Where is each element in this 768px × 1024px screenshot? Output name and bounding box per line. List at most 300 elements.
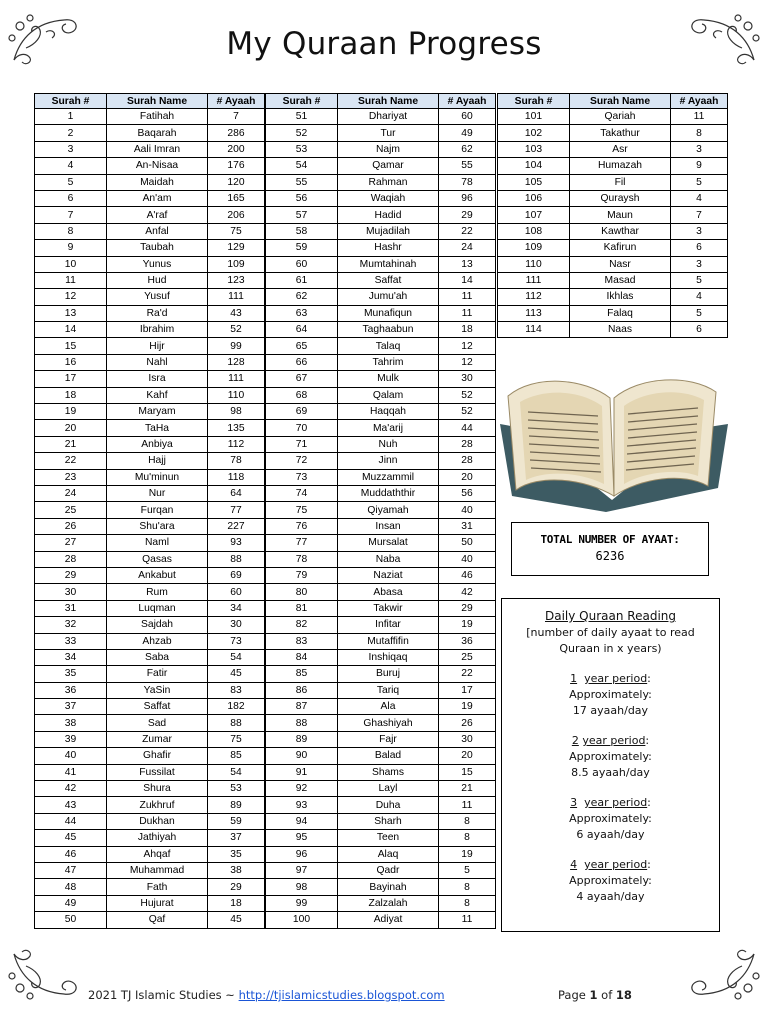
ayaah-count: 50 (439, 535, 496, 551)
ayaah-count: 42 (439, 584, 496, 600)
surah-name: Takathur (570, 125, 671, 141)
ayaah-count: 75 (208, 223, 265, 239)
surah-name: Isra (107, 371, 208, 387)
ayaah-count: 6 (671, 240, 728, 256)
surah-number: 44 (35, 813, 107, 829)
table-row (266, 912, 496, 928)
surah-number: 31 (35, 600, 107, 616)
table-row (35, 846, 265, 862)
table-header (35, 94, 265, 109)
ayaah-count: 128 (208, 354, 265, 370)
surah-number: 4 (35, 158, 107, 174)
surah-name: Ikhlas (570, 289, 671, 305)
ayaah-count: 30 (439, 731, 496, 747)
table-row (266, 174, 496, 190)
ayaah-count: 55 (439, 158, 496, 174)
ayaah-count: 3 (671, 223, 728, 239)
ayaah-count: 20 (439, 469, 496, 485)
surah-number: 73 (266, 469, 338, 485)
surah-name: Mu'minun (107, 469, 208, 485)
ayaah-count: 11 (439, 797, 496, 813)
header-ayaah: # Ayaah (208, 94, 265, 109)
bottom-right-ornament (682, 944, 762, 1006)
table-row (35, 387, 265, 403)
table-row (35, 682, 265, 698)
daily-reading-subtitle: [number of daily ayaat to read Quraan in x years) (526, 626, 695, 655)
table-row (35, 715, 265, 731)
open-quran-book-image (494, 366, 730, 512)
bottom-left-ornament (6, 944, 86, 1006)
ayaah-count: 200 (208, 141, 265, 157)
surah-name: Layl (338, 781, 439, 797)
ayaah-count: 9 (671, 158, 728, 174)
total-ayaat-label: TOTAL NUMBER OF AYAAT: (540, 533, 680, 546)
surah-name: Alaq (338, 846, 439, 862)
surah-number: 37 (35, 699, 107, 715)
table-row (35, 830, 265, 846)
table-row (266, 830, 496, 846)
surah-name: Dhariyat (338, 109, 439, 125)
surah-number: 7 (35, 207, 107, 223)
ayaah-count: 30 (208, 617, 265, 633)
table-row (35, 125, 265, 141)
surah-number: 52 (266, 125, 338, 141)
surah-number: 69 (266, 404, 338, 420)
surah-number: 42 (35, 781, 107, 797)
table-row (266, 535, 496, 551)
surah-name: Tariq (338, 682, 439, 698)
ayaah-count: 18 (439, 322, 496, 338)
surah-number: 11 (35, 272, 107, 288)
surah-number: 28 (35, 551, 107, 567)
ayaah-count: 22 (439, 666, 496, 682)
table-row (498, 240, 728, 256)
header-ayaah: # Ayaah (671, 94, 728, 109)
table-row (266, 567, 496, 583)
surah-name: Hadid (338, 207, 439, 223)
table-row (266, 748, 496, 764)
table-row (35, 584, 265, 600)
table-row (266, 797, 496, 813)
surah-number: 76 (266, 518, 338, 534)
table-row (35, 879, 265, 895)
surah-number: 86 (266, 682, 338, 698)
surah-number: 32 (35, 617, 107, 633)
surah-number: 12 (35, 289, 107, 305)
ayaah-count: 54 (208, 764, 265, 780)
surah-number: 64 (266, 322, 338, 338)
surah-number: 38 (35, 715, 107, 731)
surah-number: 45 (35, 830, 107, 846)
surah-name: Rahman (338, 174, 439, 190)
surah-number: 75 (266, 502, 338, 518)
surah-name: Nur (107, 485, 208, 501)
surah-number: 106 (498, 190, 570, 206)
table-row (35, 371, 265, 387)
surah-name: Fussilat (107, 764, 208, 780)
surah-number: 90 (266, 748, 338, 764)
ayaah-count: 5 (671, 272, 728, 288)
surah-number: 21 (35, 436, 107, 452)
surah-name: Ibrahim (107, 322, 208, 338)
ayaah-count: 118 (208, 469, 265, 485)
table-row (498, 289, 728, 305)
table-row (35, 764, 265, 780)
table-row (266, 125, 496, 141)
ayaah-count: 30 (439, 371, 496, 387)
ayaah-count: 8 (439, 895, 496, 911)
table-row (35, 748, 265, 764)
table-row (35, 174, 265, 190)
ayaah-count: 20 (439, 748, 496, 764)
surah-number: 68 (266, 387, 338, 403)
ayaah-count: 4 (671, 289, 728, 305)
surah-name: Fatir (107, 666, 208, 682)
table-row (266, 469, 496, 485)
ayaah-count: 11 (439, 912, 496, 928)
surah-name: Muddaththir (338, 485, 439, 501)
surah-number: 18 (35, 387, 107, 403)
surah-name: Insan (338, 518, 439, 534)
surah-number: 53 (266, 141, 338, 157)
ayaah-count: 44 (439, 420, 496, 436)
surah-number: 88 (266, 715, 338, 731)
table-row (35, 617, 265, 633)
ayaah-count: 17 (439, 682, 496, 698)
table-row (35, 158, 265, 174)
ayaah-count: 21 (439, 781, 496, 797)
surah-name: An-Nisaa (107, 158, 208, 174)
table-row (266, 699, 496, 715)
ayaah-count: 54 (208, 649, 265, 665)
period-2: 2 year period: Approximately: 8.5 ayaah/day (569, 734, 652, 779)
surah-name: Mulk (338, 371, 439, 387)
surah-number: 96 (266, 846, 338, 862)
surah-number: 110 (498, 256, 570, 272)
ayaah-count: 123 (208, 272, 265, 288)
ayaah-count: 19 (439, 617, 496, 633)
surah-number: 66 (266, 354, 338, 370)
ayaah-count: 28 (439, 436, 496, 452)
surah-number: 20 (35, 420, 107, 436)
surah-number: 94 (266, 813, 338, 829)
ayaah-count: 11 (439, 289, 496, 305)
ayaah-count: 64 (208, 485, 265, 501)
surah-number: 57 (266, 207, 338, 223)
total-ayaat-value: 6236 (595, 549, 625, 563)
surah-table-2 (265, 93, 496, 929)
table-row (266, 879, 496, 895)
surah-name: Hijr (107, 338, 208, 354)
surah-name: Fatihah (107, 109, 208, 125)
table-row (35, 813, 265, 829)
table-row (35, 797, 265, 813)
surah-name: Rum (107, 584, 208, 600)
header-surah-num: Surah # (498, 94, 570, 109)
table-row (35, 666, 265, 682)
ayaah-count: 18 (208, 895, 265, 911)
table-row (35, 436, 265, 452)
ayaah-count: 129 (208, 240, 265, 256)
ayaah-count: 8 (439, 830, 496, 846)
table-row (35, 633, 265, 649)
ayaah-count: 56 (439, 485, 496, 501)
ayaah-count: 29 (439, 207, 496, 223)
ayaah-count: 46 (439, 567, 496, 583)
ayaah-count: 165 (208, 190, 265, 206)
surah-name: Anbiya (107, 436, 208, 452)
surah-number: 24 (35, 485, 107, 501)
table-row (266, 551, 496, 567)
surah-number: 70 (266, 420, 338, 436)
surah-number: 72 (266, 453, 338, 469)
surah-name: Naas (570, 322, 671, 338)
surah-number: 46 (35, 846, 107, 862)
surah-number: 26 (35, 518, 107, 534)
table-row (498, 207, 728, 223)
table-row (35, 322, 265, 338)
surah-name: Ghashiyah (338, 715, 439, 731)
top-right-ornament (682, 8, 762, 70)
ayaah-count: 5 (671, 174, 728, 190)
surah-name: Yusuf (107, 289, 208, 305)
surah-name: Jinn (338, 453, 439, 469)
table-row (266, 289, 496, 305)
surah-number: 105 (498, 174, 570, 190)
surah-name: Qalam (338, 387, 439, 403)
surah-name: Hujurat (107, 895, 208, 911)
surah-number: 91 (266, 764, 338, 780)
surah-number: 109 (498, 240, 570, 256)
ayaah-count: 43 (208, 305, 265, 321)
surah-number: 16 (35, 354, 107, 370)
surah-name: Waqiah (338, 190, 439, 206)
surah-name: Fath (107, 879, 208, 895)
ayaah-count: 45 (208, 666, 265, 682)
surah-name: Qasas (107, 551, 208, 567)
surah-number: 65 (266, 338, 338, 354)
surah-name: Balad (338, 748, 439, 764)
table-row (266, 354, 496, 370)
surah-name: Aali Imran (107, 141, 208, 157)
period-1: 1 year period: Approximately: 17 ayaah/day (569, 672, 652, 717)
surah-number: 49 (35, 895, 107, 911)
surah-number: 47 (35, 862, 107, 878)
surah-number: 113 (498, 305, 570, 321)
table-row (35, 895, 265, 911)
table-row (35, 207, 265, 223)
surah-number: 6 (35, 190, 107, 206)
ayaah-count: 227 (208, 518, 265, 534)
page-number: Page 1 of 18 (558, 988, 632, 1002)
header-surah-name: Surah Name (570, 94, 671, 109)
surah-name: Ghafir (107, 748, 208, 764)
surah-name: Luqman (107, 600, 208, 616)
table-row (266, 207, 496, 223)
table-row (35, 649, 265, 665)
ayaah-count: 89 (208, 797, 265, 813)
table-row (266, 371, 496, 387)
surah-name: Ahqaf (107, 846, 208, 862)
table-row (266, 240, 496, 256)
surah-number: 34 (35, 649, 107, 665)
table-row (498, 174, 728, 190)
period-4: 4 year period: Approximately: 4 ayaah/day (569, 858, 652, 903)
surah-number: 78 (266, 551, 338, 567)
surah-number: 19 (35, 404, 107, 420)
surah-name: Ma'arij (338, 420, 439, 436)
surah-number: 54 (266, 158, 338, 174)
surah-name: Naml (107, 535, 208, 551)
ayaah-count: 29 (208, 879, 265, 895)
table-row (35, 551, 265, 567)
surah-name: Qaf (107, 912, 208, 928)
ayaah-count: 83 (208, 682, 265, 698)
ayaah-count: 15 (439, 764, 496, 780)
surah-name: Infitar (338, 617, 439, 633)
surah-name: Tur (338, 125, 439, 141)
ayaah-count: 40 (439, 502, 496, 518)
ayaah-count: 62 (439, 141, 496, 157)
surah-number: 14 (35, 322, 107, 338)
surah-number: 35 (35, 666, 107, 682)
ayaah-count: 19 (439, 699, 496, 715)
surah-number: 114 (498, 322, 570, 338)
ayaah-count: 31 (439, 518, 496, 534)
surah-name: Maidah (107, 174, 208, 190)
ayaah-count: 78 (439, 174, 496, 190)
ayaah-count: 40 (439, 551, 496, 567)
surah-number: 83 (266, 633, 338, 649)
surah-number: 22 (35, 453, 107, 469)
surah-number: 56 (266, 190, 338, 206)
ayaah-count: 135 (208, 420, 265, 436)
surah-number: 13 (35, 305, 107, 321)
surah-number: 85 (266, 666, 338, 682)
surah-number: 9 (35, 240, 107, 256)
surah-name: Naba (338, 551, 439, 567)
surah-name: Ankabut (107, 567, 208, 583)
surah-name: Nuh (338, 436, 439, 452)
table-row (266, 715, 496, 731)
table-row (35, 190, 265, 206)
table-header (266, 94, 496, 109)
surah-name: Masad (570, 272, 671, 288)
surah-name: Jathiyah (107, 830, 208, 846)
ayaah-count: 75 (208, 731, 265, 747)
ayaah-count: 99 (208, 338, 265, 354)
table-row (266, 190, 496, 206)
surah-number: 39 (35, 731, 107, 747)
ayaah-count: 98 (208, 404, 265, 420)
table-row (498, 158, 728, 174)
table-row (266, 666, 496, 682)
table-row (266, 633, 496, 649)
footer-credit: 2021 TJ Islamic Studies ~ http://tjislamicstudies.blogspot.com (88, 988, 445, 1002)
ayaah-count: 3 (671, 256, 728, 272)
surah-number: 99 (266, 895, 338, 911)
surah-name: YaSin (107, 682, 208, 698)
ayaah-count: 60 (208, 584, 265, 600)
surah-name: Humazah (570, 158, 671, 174)
surah-name: Taghaabun (338, 322, 439, 338)
surah-number: 23 (35, 469, 107, 485)
surah-name: Naziat (338, 567, 439, 583)
page-title: My Quraan Progress (226, 26, 542, 62)
ayaah-count: 11 (439, 305, 496, 321)
surah-name: Yunus (107, 256, 208, 272)
surah-number: 79 (266, 567, 338, 583)
ayaah-count: 36 (439, 633, 496, 649)
surah-name: Hajj (107, 453, 208, 469)
table-row (498, 322, 728, 338)
table-row (498, 272, 728, 288)
surah-name: Sajdah (107, 617, 208, 633)
surah-name: Shu'ara (107, 518, 208, 534)
surah-name: Ra'd (107, 305, 208, 321)
table-row (35, 485, 265, 501)
surah-number: 15 (35, 338, 107, 354)
table-row (498, 256, 728, 272)
table-row (35, 535, 265, 551)
ayaah-count: 52 (439, 404, 496, 420)
ayaah-count: 206 (208, 207, 265, 223)
surah-number: 104 (498, 158, 570, 174)
surah-name: Inshiqaq (338, 649, 439, 665)
table-row (498, 190, 728, 206)
surah-name: Tahrim (338, 354, 439, 370)
surah-name: Qamar (338, 158, 439, 174)
table-row (266, 731, 496, 747)
surah-number: 81 (266, 600, 338, 616)
table-row (35, 223, 265, 239)
table-row (266, 502, 496, 518)
table-row (266, 387, 496, 403)
surah-name: Kawthar (570, 223, 671, 239)
ayaah-count: 29 (439, 600, 496, 616)
surah-number: 82 (266, 617, 338, 633)
surah-number: 84 (266, 649, 338, 665)
table-row (35, 354, 265, 370)
surah-number: 50 (35, 912, 107, 928)
table-row (266, 813, 496, 829)
ayaah-count: 111 (208, 371, 265, 387)
table-row (266, 895, 496, 911)
surah-number: 29 (35, 567, 107, 583)
table-row (35, 338, 265, 354)
header-ayaah: # Ayaah (439, 94, 496, 109)
table-row (35, 567, 265, 583)
ayaah-count: 69 (208, 567, 265, 583)
ayaah-count: 85 (208, 748, 265, 764)
blog-link[interactable]: http://tjislamicstudies.blogspot.com (238, 988, 445, 1002)
surah-number: 89 (266, 731, 338, 747)
surah-number: 62 (266, 289, 338, 305)
surah-name: Saffat (107, 699, 208, 715)
surah-name: Baqarah (107, 125, 208, 141)
table-row (266, 322, 496, 338)
surah-number: 100 (266, 912, 338, 928)
table-row (35, 272, 265, 288)
ayaah-count: 8 (439, 813, 496, 829)
table-row (35, 502, 265, 518)
ayaah-count: 78 (208, 453, 265, 469)
surah-number: 36 (35, 682, 107, 698)
table-row (35, 420, 265, 436)
period-3: 3 year period: Approximately: 6 ayaah/day (569, 796, 652, 841)
surah-name: Qiyamah (338, 502, 439, 518)
daily-reading-title: Daily Quraan Reading (545, 609, 676, 623)
